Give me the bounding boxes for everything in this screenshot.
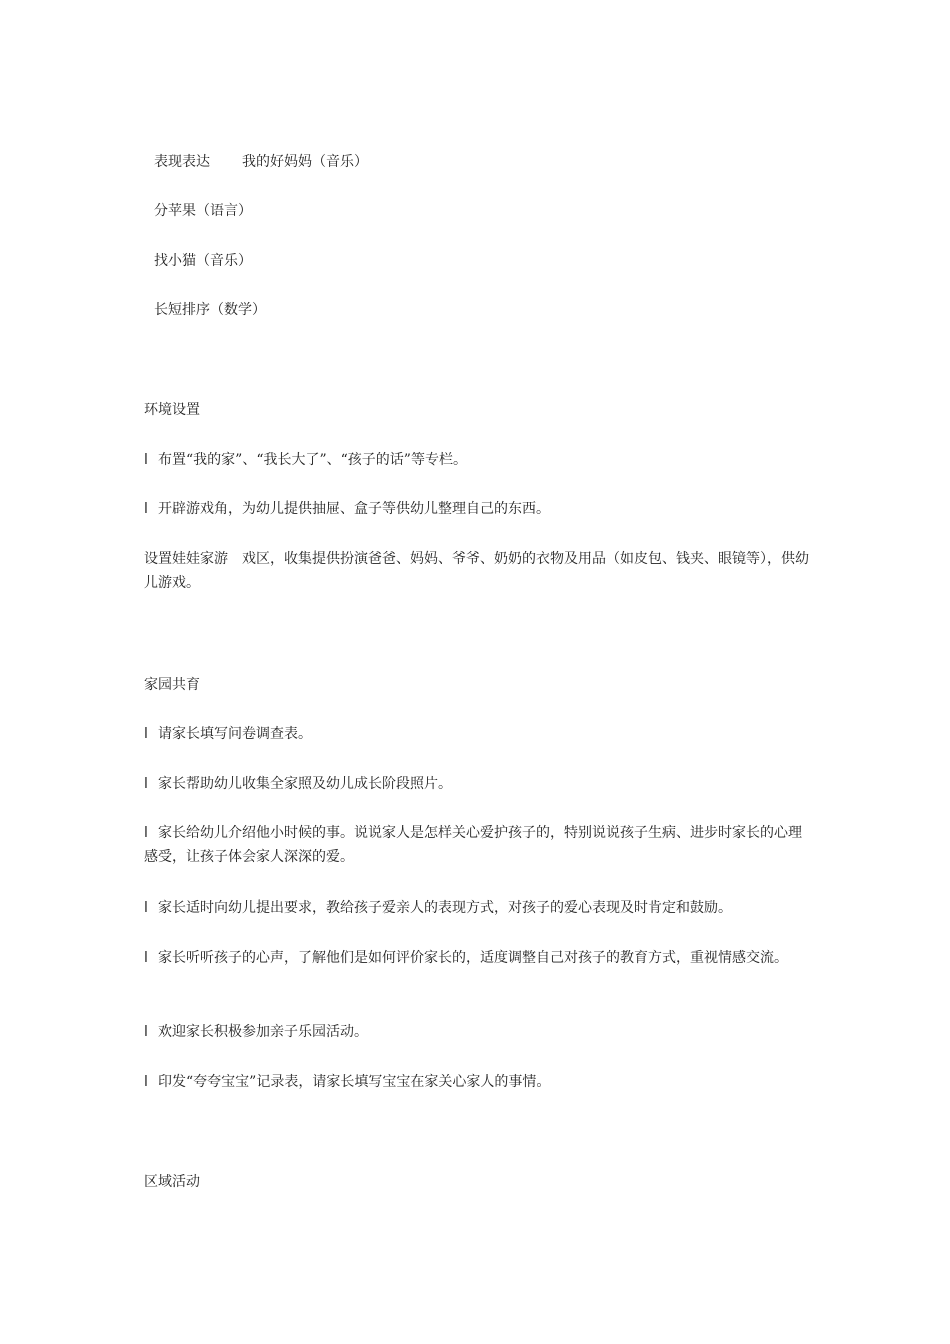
activity-item: 分苹果（语言） [154, 203, 252, 219]
section-heading-region: 区域活动 [144, 1174, 200, 1190]
bullet-marker: l [144, 950, 148, 966]
bullet-marker: l [144, 825, 148, 841]
list-item-text: 请家长填写问卷调查表。 [158, 726, 312, 742]
bullet-marker: l [144, 726, 148, 742]
activity-item: 找小猫（音乐） [154, 253, 252, 269]
bullet-marker: l [144, 452, 148, 468]
bullet-marker: l [144, 776, 148, 792]
bullet-marker: l [144, 1024, 148, 1040]
list-item [144, 946, 814, 970]
list-item-text: 印发“夸夸宝宝”记录表，请家长填写宝宝在家关心家人的事情。 [158, 1074, 551, 1090]
list-item [144, 772, 814, 796]
activity-label: 表现表达 [154, 154, 210, 170]
list-item [144, 722, 814, 746]
list-item-text: 开辟游戏角，为幼儿提供抽屉、盒子等供幼儿整理自己的东西。 [158, 501, 550, 517]
list-item-text: 家长适时向幼儿提出要求，教给孩子爱亲人的表现方式，对孩子的爱心表现及时肯定和鼓励。 [158, 900, 732, 916]
list-item-text: 家长帮助幼儿收集全家照及幼儿成长阶段照片。 [158, 776, 452, 792]
activity-item: 长短排序（数学） [154, 302, 266, 318]
bullet-marker: l [144, 1074, 148, 1090]
list-item [144, 448, 814, 472]
list-item [144, 1020, 814, 1044]
bullet-marker: l [144, 900, 148, 916]
list-item [144, 821, 814, 869]
list-item-text: 家长听听孩子的心声，了解他们是如何评价家长的，适度调整自己对孩子的教育方式，重视情感交流。 [158, 950, 788, 966]
list-item [144, 896, 814, 920]
bullet-marker: l [144, 501, 148, 517]
activity-item: 我的好妈妈（音乐） [242, 154, 368, 170]
list-item-text: 欢迎家长积极参加亲子乐园活动。 [158, 1024, 368, 1040]
list-item [144, 1070, 814, 1094]
activity-line-1 [154, 150, 824, 174]
section-heading-home: 家园共育 [144, 677, 200, 693]
paragraph: 设置娃娃家游 戏区，收集提供扮演爸爸、妈妈、爷爷、奶奶的衣物及用品（如皮包、钱夹、眼镜等），供幼儿游戏。 [144, 551, 809, 591]
section-heading-environment: 环境设置 [144, 402, 200, 418]
list-item-text: 家长给幼儿介绍他小时候的事。说说家人是怎样关心爱护孩子的，特别说说孩子生病、进步时家长的心理感受，让孩子体会家人深深的爱。 [144, 825, 802, 865]
list-item-text: 布置“我的家”、“我长大了”、“孩子的话”等专栏。 [158, 452, 467, 468]
list-item [144, 497, 814, 521]
